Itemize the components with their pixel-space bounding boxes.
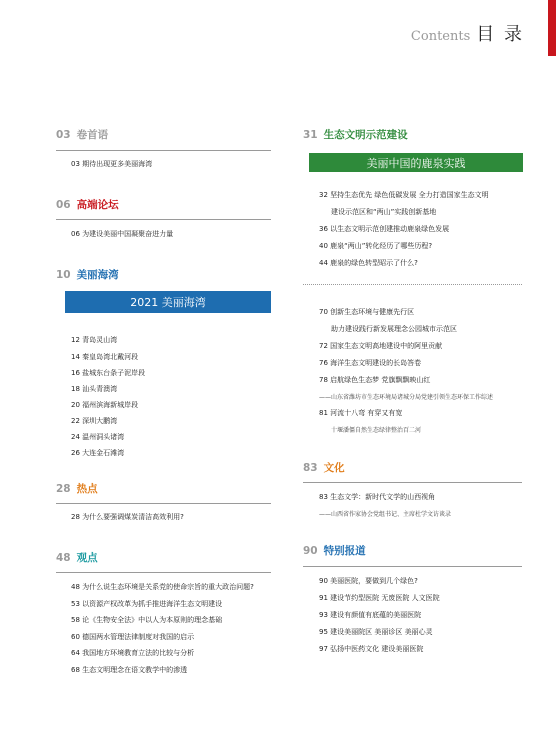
toc-entry[interactable]: 44 鹿泉的绿色转型昭示了什么? [319, 259, 418, 267]
section-title: 生态文明示范建设 [323, 129, 408, 141]
toc-entry[interactable]: 58 论《生物安全法》中以人为本原则的理念基础 [71, 616, 223, 624]
section-rule [56, 503, 271, 504]
toc-entry[interactable]: 03 期待出现更多美丽海湾 [71, 160, 153, 168]
section-banner: 2021 美丽海湾 [65, 291, 271, 313]
section-number: 06 [56, 199, 71, 211]
section-number: 83 [303, 462, 318, 474]
section-rule [56, 150, 271, 151]
section-title: 特别报道 [323, 545, 366, 557]
toc-entry[interactable]: 48 为什么说生态环境是关系党的使命宗旨的重大政治问题? [71, 583, 254, 591]
toc-entry[interactable]: 40 鹿泉“两山”转化经历了哪些历程? [319, 242, 433, 250]
toc-entry[interactable]: 72 国家生态文明高地建设中的阿里贡献 [319, 342, 443, 350]
toc-entry[interactable]: 64 我国地方环境教育立法的比较与分析 [71, 649, 195, 657]
section-head [56, 127, 108, 142]
toc-entry-continued[interactable]: 建设示范区和“两山”实践创新基地 [331, 208, 437, 216]
section-rule [56, 572, 271, 573]
section-head [303, 460, 345, 475]
section-title: 观点 [76, 552, 98, 564]
section-head [56, 197, 119, 212]
section-head [56, 481, 98, 496]
toc-entry[interactable]: 60 德国两水管理法律制度对我国的启示 [71, 633, 195, 641]
section-banner: 美丽中国的鹿泉实践 [309, 153, 523, 172]
section-head [303, 127, 408, 142]
section-title: 卷首语 [76, 129, 109, 141]
toc-entry[interactable]: 90 美丽医院，要做到几个绿色? [319, 577, 418, 585]
toc-entry[interactable]: 53 以资源产权改革为抓手推进海洋生态文明建设 [71, 600, 223, 608]
toc-entry[interactable]: 12 青岛灵山湾 [71, 336, 118, 344]
toc-entry[interactable]: 24 温州洞头诸湾 [71, 433, 125, 441]
section-number: 03 [56, 129, 71, 141]
toc-entry[interactable]: 68 生态文明理念在语文教学中的渗透 [71, 666, 188, 674]
section-title: 热点 [76, 483, 98, 495]
toc-entry[interactable]: 70 创新生态环境与健康先行区 [319, 308, 415, 316]
contents-cn: 目 录 [476, 24, 524, 45]
section-head [56, 267, 119, 282]
toc-entry[interactable]: 26 大连金石滩湾 [71, 449, 125, 457]
toc-entry[interactable]: 93 建设有颜值有底蕴的美丽医院 [319, 611, 422, 619]
toc-entry-subtitle[interactable]: 十堰潘僵自然生态绿律整治百二河 [331, 427, 422, 434]
section-title: 文化 [323, 462, 345, 474]
toc-entry[interactable]: 95 建设美丽院区 美丽诊区 美丽心灵 [319, 628, 433, 636]
contents-header [411, 20, 524, 46]
toc-entry[interactable]: 97 弘扬中医药文化 建设美丽医院 [319, 645, 424, 653]
toc-entry[interactable]: 16 盐城东台条子泥岸段 [71, 369, 146, 377]
section-number: 31 [303, 129, 318, 141]
section-head [56, 550, 98, 565]
section-number: 48 [56, 552, 71, 564]
dotted-divider [303, 284, 522, 285]
toc-entry[interactable]: 81 河流十八弯 有穿又有宽 [319, 409, 403, 417]
toc-entry[interactable]: 91 建设节约型医院 无废医院 人文医院 [319, 594, 440, 602]
section-number: 10 [56, 269, 71, 281]
toc-entry[interactable]: 18 汕头青澳湾 [71, 385, 118, 393]
toc-entry[interactable]: 83 生态文学：新时代文学的山西视角 [319, 493, 436, 501]
section-head [303, 543, 366, 558]
section-number: 28 [56, 483, 71, 495]
contents-en: Contents [410, 29, 471, 44]
toc-entry-subtitle[interactable]: ——山西省作家协会党组书记、主席杜学文访谈录 [319, 511, 452, 518]
section-rule [303, 482, 522, 483]
toc-entry[interactable]: 22 深圳大鹏湾 [71, 417, 118, 425]
section-title: 高端论坛 [76, 199, 119, 211]
toc-entry[interactable]: 36 以生态文明示范创建推动鹿泉绿色发展 [319, 225, 450, 233]
toc-entry[interactable]: 32 坚持生态优先 绿色低碳发展 全力打造国家生态文明 [319, 191, 489, 199]
toc-entry-subtitle[interactable]: ——山东省潍坊市生态环境局诸城分局党建引领生态环保工作综述 [319, 394, 494, 401]
toc-entry[interactable]: 06 为建设美丽中国凝聚奋进力量 [71, 230, 174, 238]
section-rule [56, 219, 271, 220]
toc-entry[interactable]: 76 海洋生态文明建设的长岛答卷 [319, 359, 422, 367]
toc-entry-continued[interactable]: 助力建设践行新发展理念公园城市示范区 [331, 325, 457, 333]
red-edge-bar [548, 0, 556, 56]
section-number: 90 [303, 545, 318, 557]
section-rule [303, 566, 522, 567]
section-title: 美丽海湾 [76, 269, 119, 281]
toc-entry[interactable]: 28 为什么要强调煤炭清洁高效利用? [71, 513, 184, 521]
toc-entry[interactable]: 78 启航绿色生态梦 党旗飘飘映山红 [319, 376, 431, 384]
toc-entry[interactable]: 14 秦皇岛湾北戴河段 [71, 353, 139, 361]
toc-entry[interactable]: 20 福州滨海新城岸段 [71, 401, 139, 409]
